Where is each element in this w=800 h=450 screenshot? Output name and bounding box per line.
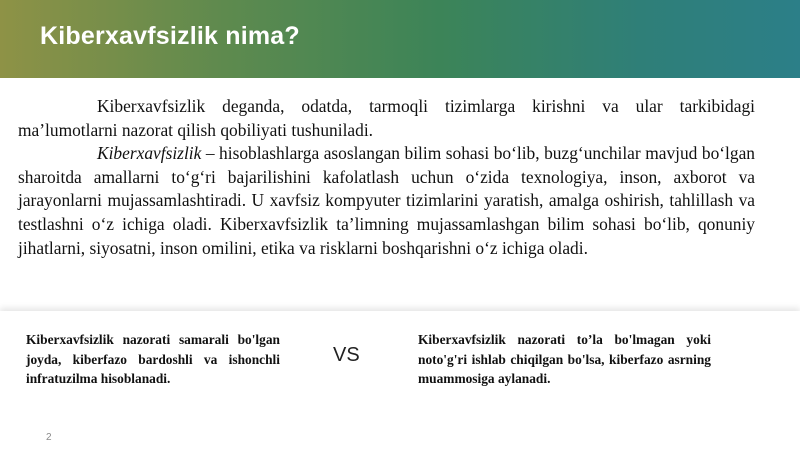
definition-text (18, 95, 755, 260)
page-number: 2 (46, 432, 52, 443)
slide-title: Kiberxavfsizlik nima? (40, 22, 300, 50)
comparison-right-text: Kiberxavfsizlik nazorati to’la bo'lmagan yoki noto'g'ri ishlab chiqilgan bo'lsa, kiberfazo asrning muammosiga aylanadi. (418, 332, 711, 387)
definition-paragraph-2 (18, 142, 755, 260)
definition-paragraph-2-rest: – hisoblashlarga asoslangan bilim sohasi bo‘lib, buzg‘unchilar mavjud bo‘lgan sharoitda amallarni to‘g‘ri bajarilishini kafolatlash uchun o‘zida texnologiya, inson, axborot va jarayonlarni mujassamlashtiradi. U xavfsiz kompyuter tizimlarini yaratish, amalga oshirish, tahlillash va testlashni o‘z ichiga oladi. Kiberxavfsizlik ta’limning mujassamlashgan bilim sohasi bo‘lib, qonuniy jihatlarni, siyosatni, inson omilini, etika va risklarni boshqarishni o‘z ichiga oladi. (18, 143, 755, 258)
vs-label: VS (333, 344, 360, 366)
defined-term: Kiberxavfsizlik (97, 143, 202, 164)
comparison-left-text: Kiberxavfsizlik nazorati samarali bo'lgan joyda, kiberfazo bardoshli va ishonchli infratuzilma hisoblanadi. (26, 332, 280, 387)
definition-paragraph-1: Kiberxavfsizlik deganda, odatda, tarmoqli tizimlarga kirishni va ular tarkibidagi ma’lumotlarni nazorat qilish qobiliyati tushuniladi. (18, 96, 755, 140)
